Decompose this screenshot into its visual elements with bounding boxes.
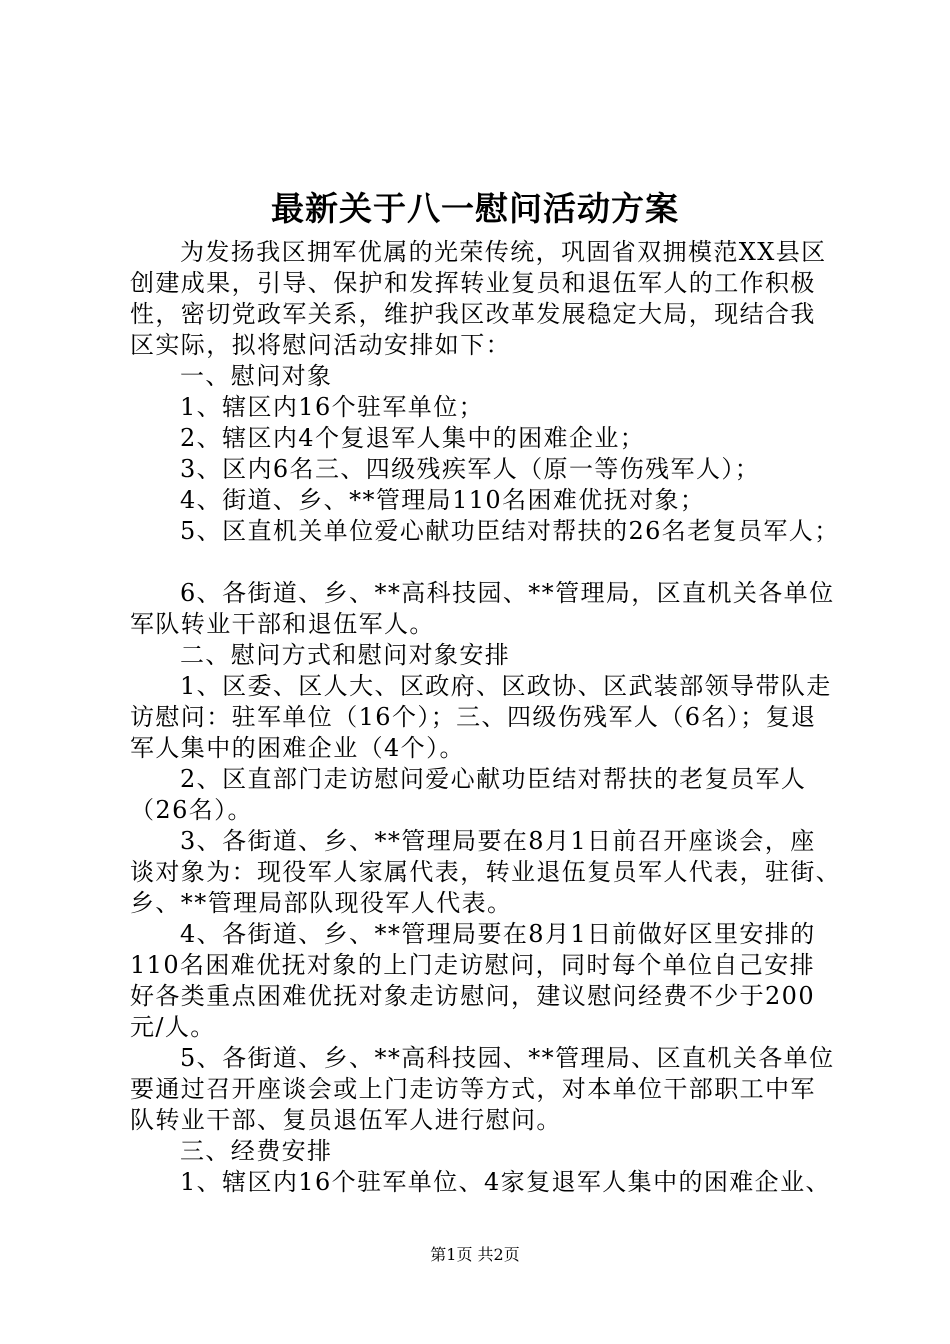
list-item: 1、辖区内16个驻军单位； <box>180 393 485 421</box>
paragraph-line: 元/人。 <box>130 1013 216 1041</box>
section-heading: 一、慰问对象 <box>180 362 333 390</box>
paragraph-line: 乡、**管理局部队现役军人代表。 <box>130 889 513 917</box>
paragraph-line: 好各类重点困难优抚对象走访慰问，建议慰问经费不少于200 <box>130 982 816 1010</box>
blank-line <box>130 547 840 578</box>
paragraph-line: 谈对象为：现役军人家属代表，转业退伍复员军人代表，驻街、 <box>130 858 842 886</box>
paragraph-line: 创建成果，引导、保护和发挥转业复员和退伍军人的工作积极 <box>130 269 816 297</box>
paragraph-line: 要通过召开座谈会或上门走访等方式，对本单位干部职工中军 <box>130 1075 816 1103</box>
list-item: 1、辖区内16个驻军单位、4家复退军人集中的困难企业、 <box>180 1168 831 1196</box>
list-item: 2、区直部门走访慰问爱心献功臣结对帮扶的老复员军人 <box>180 765 807 793</box>
paragraph-line: 访慰问：驻军单位（16个）；三、四级伤残军人（6名）；复退 <box>130 703 817 731</box>
paragraph-line: 性，密切党政军关系，维护我区改革发展稳定大局，现结合我 <box>130 300 816 328</box>
paragraph-line: 区实际，拟将慰问活动安排如下： <box>130 331 511 359</box>
paragraph-line: 110名困难优抚对象的上门走访慰问，同时每个单位自己安排 <box>130 951 816 979</box>
paragraph-line: 军队转业干部和退伍军人。 <box>130 610 435 638</box>
list-item: 3、各街道、乡、**管理局要在8月1日前召开座谈会，座 <box>180 827 816 855</box>
section-heading: 二、慰问方式和慰问对象安排 <box>180 641 511 669</box>
paragraph-line: 军人集中的困难企业（4个）。 <box>130 734 465 762</box>
list-item: 1、区委、区人大、区政府、区政协、区武装部领导带队走 <box>180 672 832 700</box>
paragraph-line: 为发扬我区拥军优属的光荣传统，巩固省双拥模范XX县区 <box>180 238 827 266</box>
document-body <box>130 237 840 1198</box>
paragraph-line: （26名）。 <box>130 796 253 824</box>
list-item: 3、区内6名三、四级残疾军人（原一等伤残军人）； <box>180 455 761 483</box>
section-heading: 三、经费安排 <box>180 1137 333 1165</box>
list-item: 4、各街道、乡、**管理局要在8月1日前做好区里安排的 <box>180 920 816 948</box>
page-number-footer: 第1页 共2页 <box>430 1245 520 1264</box>
document-title: 最新关于八一慰问活动方案 <box>271 189 679 228</box>
paragraph-line: 队转业干部、复员退伍军人进行慰问。 <box>130 1106 562 1134</box>
list-item: 5、区直机关单位爱心献功臣结对帮扶的26名老复员军人； <box>180 517 840 545</box>
list-item: 4、街道、乡、**管理局110名困难优抚对象； <box>180 486 706 514</box>
list-item: 2、辖区内4个复退军人集中的困难企业； <box>180 424 646 452</box>
list-item: 5、各街道、乡、**高科技园、**管理局、区直机关各单位 <box>180 1044 835 1072</box>
list-item: 6、各街道、乡、**高科技园、**管理局，区直机关各单位 <box>180 579 835 607</box>
